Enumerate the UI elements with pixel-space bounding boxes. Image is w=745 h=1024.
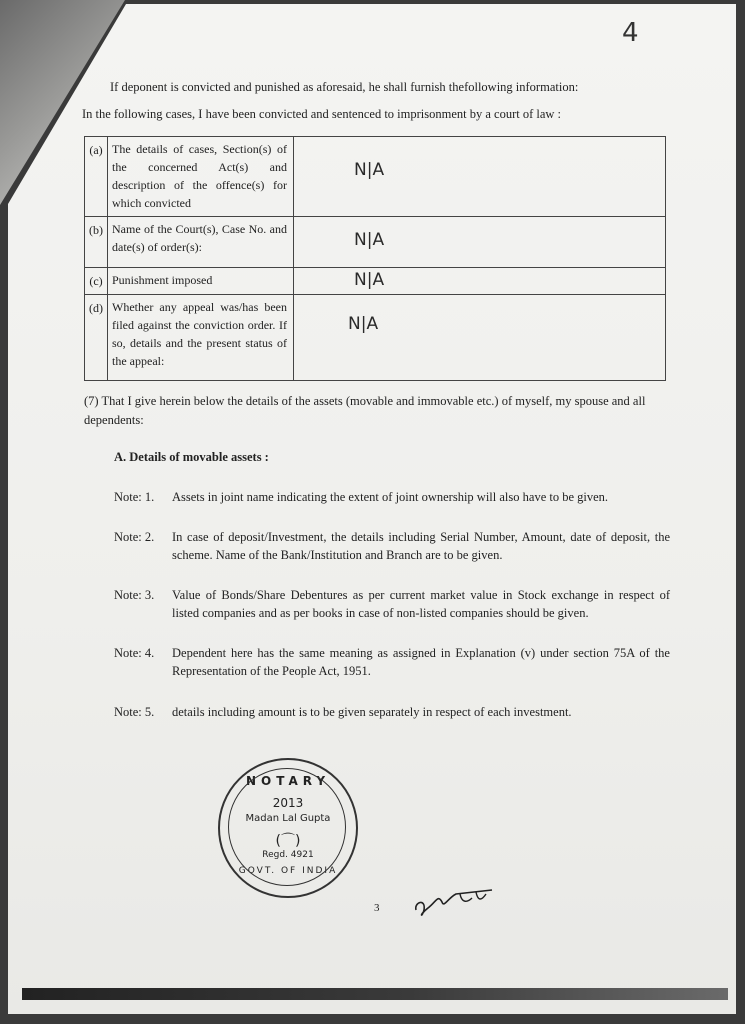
row-label: (c) (85, 268, 108, 295)
row-answer-cell (294, 295, 666, 381)
section-a-heading: A. Details of movable assets : (114, 450, 269, 464)
section-7-text: (7) That I give herein below the details of the assets (movable and immovable etc.) of myself, my spouse and all dependents: (84, 394, 646, 427)
intro-line: If deponent is convicted and punished as aforesaid, he shall furnish thefollowing information: (110, 80, 579, 94)
row-answer-cell (294, 217, 666, 268)
conviction-table (84, 136, 666, 381)
note-item (114, 586, 670, 622)
notary-stamp (218, 758, 358, 898)
stamp-signature-icon: (⌒) (275, 833, 301, 849)
note-text: In case of deposit/Investment, the details including Serial Number, Amount, date of deposit, the scheme. Name of the Bank/Institution and Branch are to be given. (172, 530, 670, 562)
note-item (114, 528, 670, 564)
row-question: Punishment imposed (108, 268, 294, 295)
row-label: (b) (85, 217, 108, 268)
handwritten-answer: N|A (354, 230, 385, 250)
note-label: Note: 5. (114, 705, 155, 719)
handwritten-page-number: 4 (622, 18, 639, 48)
note-text: Dependent here has the same meaning as assigned in Explanation (v) under section 75A of the Representation of the People Act, 1951. (172, 646, 670, 678)
row-question: The details of cases, Section(s) of the concerned Act(s) and description of the offence(s) for which convicted (108, 137, 294, 217)
stamp-regd: Regd. 4921 (262, 850, 314, 860)
row-answer-cell (294, 268, 666, 295)
stamp-bottom-text: GOVT. OF INDIA (238, 866, 338, 876)
cases-line: In the following cases, I have been convicted and sentenced to imprisonment by a court of law : (82, 107, 562, 121)
page-number: 3 (374, 902, 380, 914)
row-label: (d) (85, 295, 108, 381)
note-text: Value of Bonds/Share Debentures as per current market value in Stock exchange in respect of listed companies and as per books in case of non-listed companies should be given. (172, 588, 670, 620)
note-text: Assets in joint name indicating the extent of joint ownership will also have to be given. (172, 490, 609, 504)
table-row (85, 268, 666, 295)
handwritten-signature (412, 880, 502, 920)
note-label: Note: 2. (114, 530, 155, 544)
note-item (114, 644, 670, 680)
stamp-year: 2013 (272, 796, 304, 810)
note-item (114, 488, 670, 506)
stamp-top-text: NOTARY (245, 774, 331, 788)
handwritten-answer: N|A (354, 270, 385, 290)
row-question: Name of the Court(s), Case No. and date(s) of order(s): (108, 217, 294, 268)
note-label: Note: 4. (114, 646, 155, 660)
table-row (85, 217, 666, 268)
row-question: Whether any appeal was/has been filed against the conviction order. If so, details and the present status of the appeal: (108, 295, 294, 381)
stamp-name: Madan Lal Gupta (245, 813, 331, 824)
note-item (114, 703, 670, 721)
scan-edge-bar (22, 988, 728, 1000)
note-label: Note: 1. (114, 490, 155, 504)
table-row (85, 295, 666, 381)
handwritten-answer: N|A (354, 160, 385, 180)
note-text: details including amount is to be given separately in respect of each investment. (172, 705, 572, 719)
row-answer-cell (294, 137, 666, 217)
note-label: Note: 3. (114, 588, 155, 602)
table-row (85, 137, 666, 217)
handwritten-answer: N|A (348, 314, 379, 334)
row-label: (a) (85, 137, 108, 217)
